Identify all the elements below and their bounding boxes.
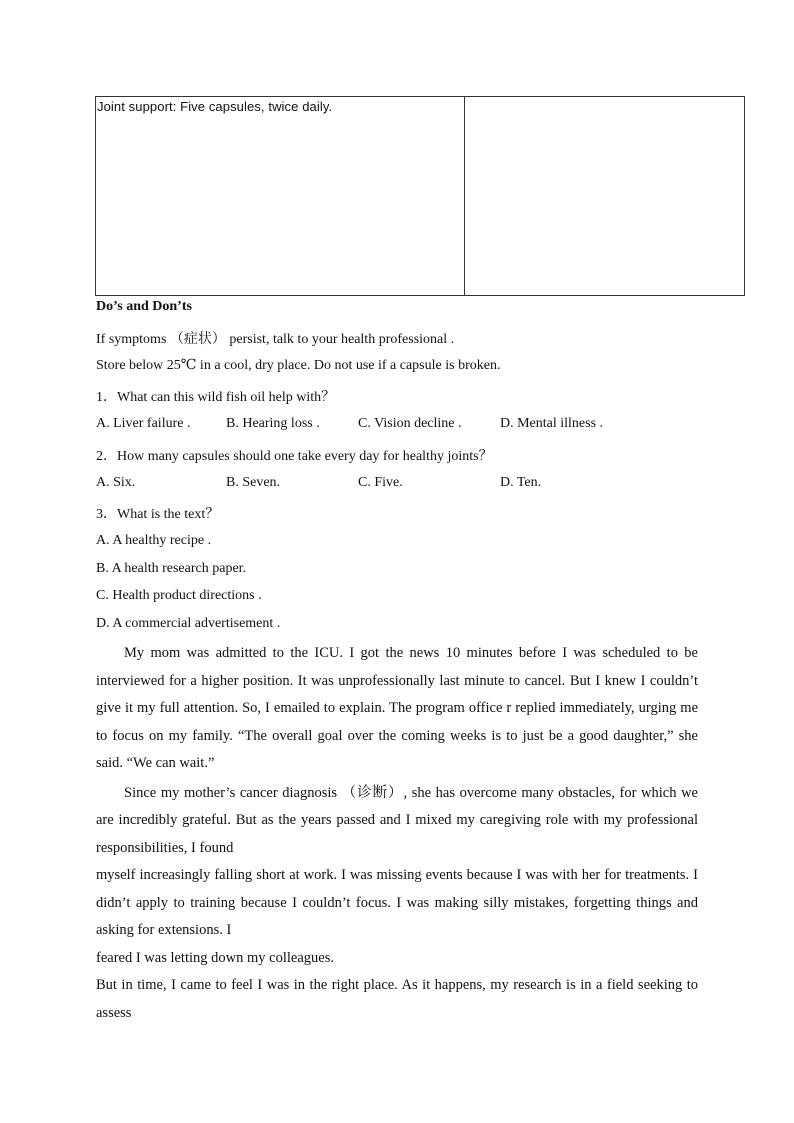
dos-line-storage: Store below 25℃ in a cool, dry place. Do not use if a capsule is broken. [96,358,501,373]
table-cell-dosage: Joint support: Five capsules, twice daily. [96,97,465,295]
option-c[interactable]: C. Vision decline . [358,416,462,431]
option-c[interactable]: C. Health product directions . [96,588,262,603]
table-cell-empty [465,97,744,295]
option-b[interactable]: B. Seven. [226,475,281,490]
option-d[interactable]: D. Ten. [500,475,542,490]
option-c[interactable]: C. Five. [358,475,403,490]
section-heading-dos: Do’s and Don’ts [96,299,192,314]
option-d[interactable]: D. Mental illness . [500,416,604,431]
question-1-options [96,416,716,434]
question-3-stem: 3．What is the text？ [96,507,220,522]
question-1-stem: 1．What can this wild fish oil help with？ [96,390,336,405]
reading-passage [96,640,698,1027]
passage-paragraph: myself increasingly falling short at work. I was missing events because I was with her for treatments. I didn’t apply to training because I couldn’t focus. I was making silly mistakes, forgetting things and asking for extensions. I [96,867,698,938]
option-a[interactable]: A. Six. [96,475,136,490]
dos-line-symptoms: If symptoms （症状） persist, talk to your health professional . [96,332,455,347]
question-2-stem: 2．How many capsules should one take every day for healthy joints？ [96,449,493,464]
passage-paragraph: My mom was admitted to the ICU. I got the news 10 minutes before I was scheduled to be interviewed for a higher position. It was unprofessionally last minute to cancel. But I knew I couldn’t give it my full attention. So, I emailed to explain. The program office r replied immediately, urging me to focus on my family. “The overall goal over the coming weeks is to just be a good daughter,” she said. “We can wait.” [96,645,698,771]
option-a[interactable]: A. Liver failure . [96,416,191,431]
info-table [95,96,745,296]
option-b[interactable]: B. A health research paper. [96,561,247,576]
passage-paragraph: Since my mother’s cancer diagnosis （诊断）, she has overcome many obstacles, for which we are incredibly grateful. But as the years passed and I mixed my caregiving role with my professional responsibilities, I found [96,784,698,856]
option-a[interactable]: A. A healthy recipe . [96,533,212,548]
option-b[interactable]: B. Hearing loss . [226,416,320,431]
passage-paragraph: But in time, I came to feel I was in the right place. As it happens, my research is in a field seeking to assess [96,977,698,1021]
question-2-options [96,475,716,493]
option-d[interactable]: D. A commercial advertisement . [96,616,281,631]
passage-paragraph: feared I was letting down my colleagues. [96,949,334,966]
